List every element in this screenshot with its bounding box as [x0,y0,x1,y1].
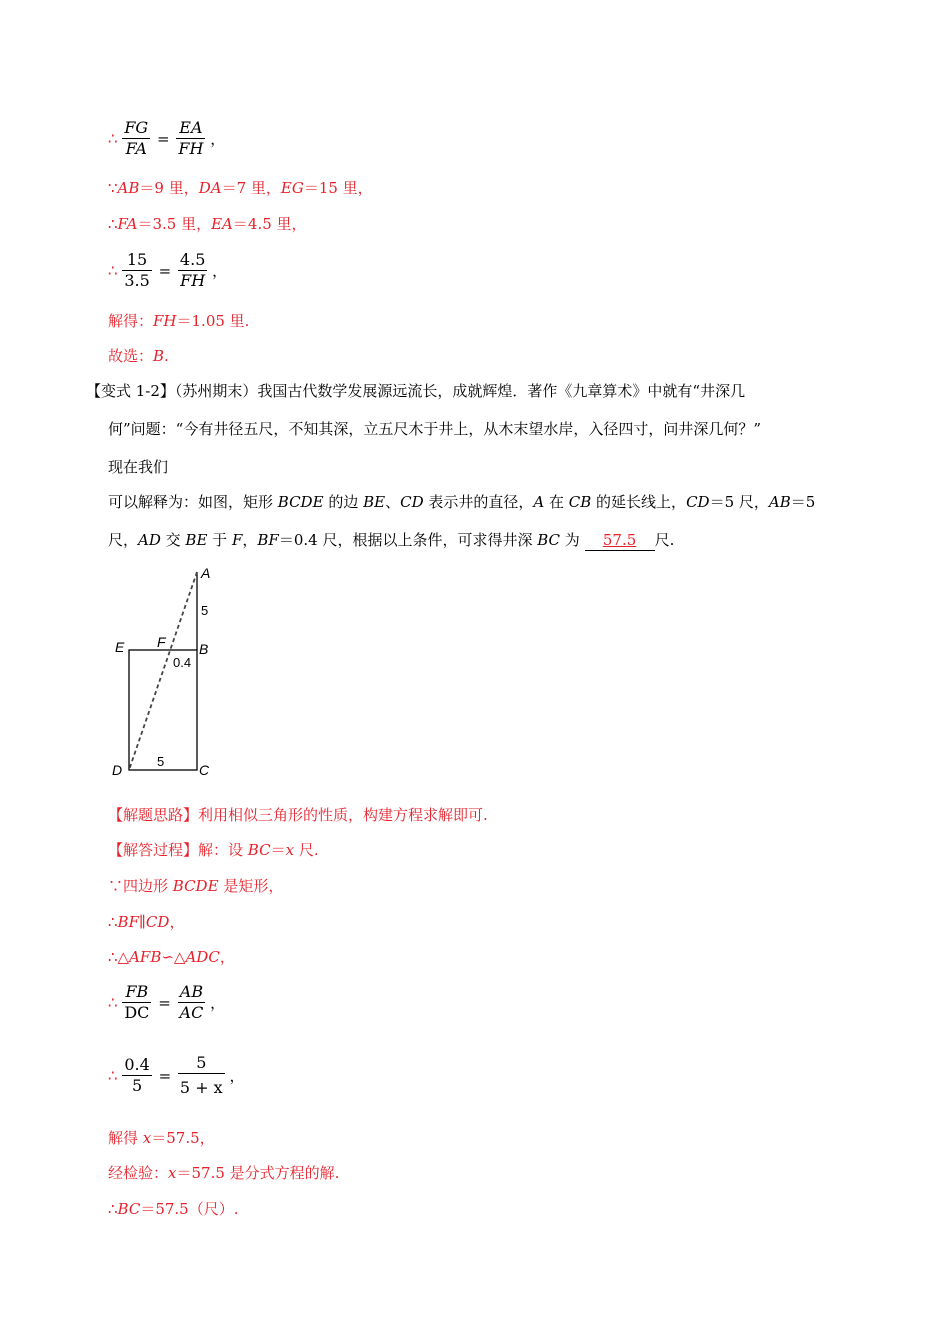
ratio-equation-3: ∴ $\frac{FB}{DC}$ = $\frac{AB}{AC}$ ， [108,982,226,1022]
solve-fh: 解得：FH＝1.05 里. [108,312,250,330]
solve-x: 解得 x＝57.5， [108,1129,215,1147]
point-d-label: D [112,762,123,778]
derived-lengths: ∴FA＝3.5 里，EA＝4.5 里， [108,215,307,233]
final-answer: ∴BC＝57.5（尺）. [108,1200,239,1218]
point-c-label: C [199,762,210,778]
solution-parallel: ∴BF∥CD， [108,913,185,931]
fraction-ea-fh: $\frac{EA}{FH}$ [178,118,204,158]
fraction-fg-fa: $\frac{FG}{FA}$ [124,118,149,158]
point-e-label: E [115,639,125,655]
segment-ad [129,572,197,770]
choose-answer: 故选：B. [108,347,169,365]
problem-line-5: 尺，AD 交 BE 于 F，BF＝0.4 尺，根据以上条件，可求得井深 BC 为 57.5 尺. [108,531,675,549]
therefore-symbol: ∴ [108,129,118,148]
ratio-equation-4: ∴ $\frac{0.4}{5}$ = $\frac{5}{5 + x}$ ， [108,1053,245,1097]
length-bf-label: 0.4 [173,655,192,670]
length-ab-label: 5 [201,603,209,618]
point-f-label: F [157,634,166,650]
point-b-label: B [199,641,209,657]
given-lengths: ∵AB＝9 里，DA＝7 里，EG＝15 里， [108,179,373,197]
verify-solution: 经检验：x＝57.5 是分式方程的解. [108,1164,340,1182]
point-a-label: A [201,565,211,581]
problem-line-1: 【变式 1-2】（苏州期末）我国古代数学发展源远流长，成就辉煌．著作《九章算术》中就有“井深几 [86,382,746,400]
solution-idea: 【解题思路】利用相似三角形的性质，构建方程求解即可. [108,806,488,824]
well-diagram [105,562,225,784]
problem-line-2: 何”问题：“今有井径五尺，不知其深，立五尺木于井上，从木末望水岸，入径四寸，问井深几何？” [108,420,762,438]
solution-rectangle: ∵四边形 BCDE 是矩形， [108,877,284,895]
ratio-equation-1: ∴ $\frac{FG}{FA}$ = $\frac{EA}{FH}$ ， [108,118,226,158]
problem-line-3: 现在我们 [108,458,169,476]
answer-blank: 57.5 [585,530,655,551]
problem-line-4: 可以解释为：如图，矩形 BCDE 的边 BE、CD 表示井的直径，A 在 CB 的延长线上，CD＝5 尺，AB＝5 [108,493,816,511]
solution-start: 【解答过程】解：设 BC＝x 尺. [108,841,319,859]
ratio-equation-2: ∴ $\frac{15}{3.5}$ = $\frac{4.5}{FH}$ ， [108,250,228,290]
solution-similar: ∴△AFB∽△ADC， [108,948,235,966]
length-dc-label: 5 [157,754,165,769]
